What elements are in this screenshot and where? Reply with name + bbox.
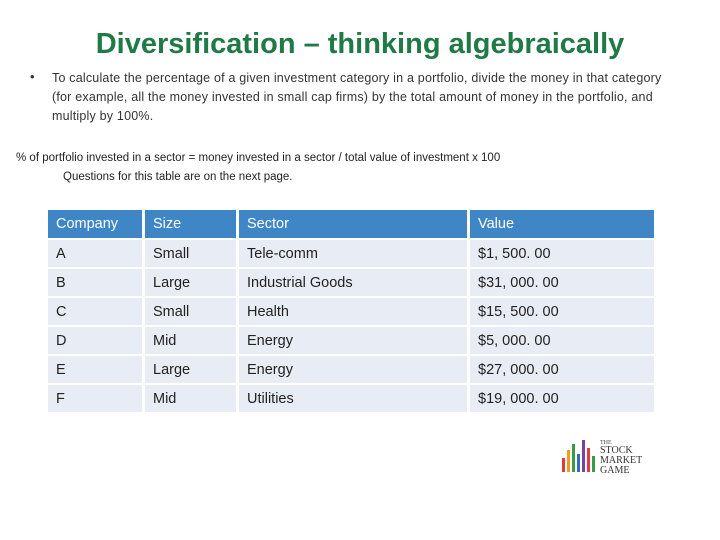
- table-cell: B: [48, 269, 142, 296]
- table-cell: Energy: [236, 327, 467, 354]
- table-cell: Energy: [236, 356, 467, 383]
- table-row: [48, 327, 654, 354]
- table-note: Questions for this table are on the next page.: [63, 171, 293, 183]
- logo-text-the: THE: [600, 440, 612, 446]
- portfolio-table: [48, 208, 654, 414]
- column-header: Sector: [236, 210, 467, 238]
- table-cell: Large: [142, 356, 236, 383]
- table-cell: Small: [142, 298, 236, 325]
- logo-text-market: MARKET: [600, 455, 643, 466]
- table-cell: E: [48, 356, 142, 383]
- stock-market-game-logo: [560, 436, 660, 476]
- bullet-text: To calculate the percentage of a given investment category in a portfolio, divide the money in that category (for example, all the money invested in small cap firms) by the total amount of money in the portfolio, and multiply by 100%.: [52, 71, 662, 123]
- table-cell: $27, 000. 00: [467, 356, 654, 383]
- table-row: [48, 356, 654, 383]
- table-cell: $19, 000. 00: [467, 385, 654, 412]
- column-header: Company: [48, 210, 142, 238]
- table-cell: Mid: [142, 327, 236, 354]
- table-cell: D: [48, 327, 142, 354]
- column-header: Value: [467, 210, 654, 238]
- table-header-row: [48, 210, 654, 238]
- logo-text-game: GAME: [600, 465, 630, 476]
- table-cell: Large: [142, 269, 236, 296]
- formula-text: % of portfolio invested in a sector = money invested in a sector / total value of investment x 100: [16, 152, 501, 164]
- table-cell: $15, 500. 00: [467, 298, 654, 325]
- table-cell: Industrial Goods: [236, 269, 467, 296]
- logo-text-stock: STOCK: [600, 445, 633, 456]
- table-cell: A: [48, 240, 142, 267]
- column-header: Size: [142, 210, 236, 238]
- table-row: [48, 298, 654, 325]
- table-cell: F: [48, 385, 142, 412]
- table-row: [48, 385, 654, 412]
- table-cell: C: [48, 298, 142, 325]
- table-cell: Tele-comm: [236, 240, 467, 267]
- bar-chart-icon: [562, 440, 595, 472]
- table-cell: $1, 500. 00: [467, 240, 654, 267]
- table-cell: Utilities: [236, 385, 467, 412]
- table-row: [48, 240, 654, 267]
- table-cell: $31, 000. 00: [467, 269, 654, 296]
- table-cell: Mid: [142, 385, 236, 412]
- table-cell: Small: [142, 240, 236, 267]
- table-cell: Health: [236, 298, 467, 325]
- table-cell: $5, 000. 00: [467, 327, 654, 354]
- table-row: [48, 269, 654, 296]
- slide-title: Diversification – thinking algebraically: [95, 28, 625, 60]
- bullet-dot-icon: •: [30, 69, 35, 84]
